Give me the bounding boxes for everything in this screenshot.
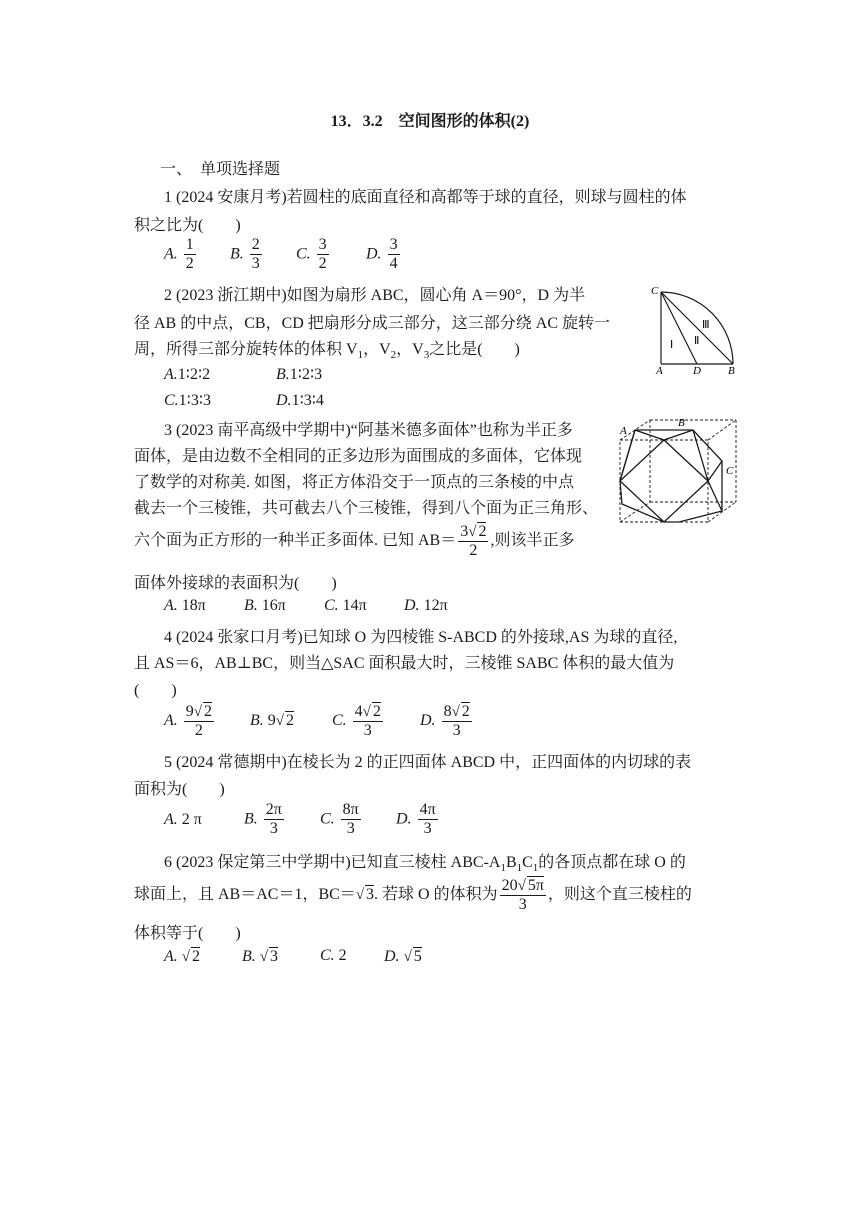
fraction: $\frac{1}{2}$ [185, 236, 194, 273]
q6-line3: 体积等于( ) [134, 925, 241, 942]
fraction: $\frac{3}{4}$ [389, 236, 398, 273]
q3-line2: 面体，是由边数不全相同的正多边形为面围成的多面体，它体现 [134, 448, 583, 465]
q1-option-c[interactable]: C. $\frac{3}{2}$ [296, 236, 327, 273]
section-heading: 一、 单项选择题 [160, 161, 281, 178]
label-c: C [651, 285, 659, 297]
q3-line3: 了数学的对称美. 如图，将正方体沿交于一顶点的三条棱的中点 [134, 474, 575, 491]
q2-line2: 径 AB 的中点，CB，CD 把扇形分成三部分，这三部分绕 AC 旋转一 [134, 315, 611, 332]
q3-option-b[interactable]: B. 16π [244, 597, 286, 614]
q2-option-c[interactable]: C.1∶3∶3 [164, 392, 211, 409]
q5-option-c[interactable]: C. $\frac{8\pi}{3}$ [320, 801, 359, 838]
q6-line2: 球面上，且 AB＝AC＝1，BC＝√ 3. 若球 O 的体积为 $\frac{20√ 5\pi}{3}$ ，则这个直三棱柱的 [134, 877, 692, 914]
fraction: $\frac{3√ 2}{2}$ [460, 523, 487, 560]
q4-line2: 且 AS＝6，AB⊥BC，则当△SAC 面积最大时，三棱锥 SABC 体积的最大值为 [134, 655, 675, 672]
fraction: $\frac{3}{2}$ [318, 236, 327, 273]
q5-line2: 面积为( ) [134, 781, 225, 798]
q4-option-c[interactable]: C. $\frac{4√ 2}{3}$ [332, 703, 381, 740]
q1-line1: 1 (2024 安康月考)若圆柱的底面直径和高都等于球的直径，则球与圆柱的体 [164, 189, 687, 206]
label-d: D [693, 365, 701, 374]
q6-option-d[interactable]: D. √ 5 [384, 948, 422, 965]
q5-option-a[interactable]: A. 2 π [164, 811, 202, 828]
q3-line1: 3 (2023 南平高级中学期中)“阿基米德多面体”也称为半正多 [164, 422, 573, 439]
q1-option-d[interactable]: D. $\frac{3}{4}$ [366, 236, 398, 273]
polyhedron-figure [614, 414, 744, 526]
q2-option-b[interactable]: B.1∶2∶3 [276, 366, 323, 383]
q3-option-c[interactable]: C. 14π [324, 597, 367, 614]
label-a: A [620, 425, 627, 437]
q2-line3: 周，所得三部分旋转体的体积 $V_1$，$V_2$，$V_3$之比是( ) [134, 341, 520, 362]
q4-option-b[interactable]: B. 9√ 2 [250, 712, 295, 729]
region-2: Ⅱ [694, 335, 700, 347]
fraction: $\frac{2}{3}$ [251, 236, 260, 273]
region-1: Ⅰ [670, 339, 674, 351]
q4-line1: 4 (2024 张家口月考)已知球 O 为四棱锥 S-ABCD 的外接球,AS 为球的直径, [164, 629, 678, 646]
q2-option-d[interactable]: D.1∶3∶4 [276, 392, 324, 409]
fraction: $\frac{8√ 2}{3}$ [443, 703, 470, 740]
q3-option-a[interactable]: A. 18π [164, 597, 206, 614]
fraction: $\frac{4√ 2}{3}$ [354, 703, 381, 740]
q6-option-c[interactable]: C. 2 [320, 947, 347, 964]
q3-line6: 面体外接球的表面积为( ) [134, 575, 337, 592]
label-a: A [656, 365, 663, 374]
fraction: $\frac{20√ 5\pi}{3}$ [501, 877, 544, 914]
q1-option-a[interactable]: A. $\frac{1}{2}$ [164, 236, 194, 273]
fraction: $\frac{2\pi}{3}$ [265, 801, 282, 838]
q1-line2: 积之比为( ) [134, 217, 241, 234]
q1-option-b[interactable]: B. $\frac{2}{3}$ [230, 236, 260, 273]
fraction: $\frac{8\pi}{3}$ [342, 801, 359, 838]
q6-line1: 6 (2023 保定第三中学期中)已知直三棱柱 ABC-$A_1B_1C_1$的各顶点都在球 O 的 [164, 854, 686, 875]
q6-option-b[interactable]: B. √ 3 [242, 948, 279, 965]
label-c: C [726, 465, 734, 477]
fraction: $\frac{9√ 2}{2}$ [185, 703, 213, 740]
q5-option-d[interactable]: D. $\frac{4\pi}{3}$ [396, 801, 436, 838]
page-title: 13．3.2 空间图形的体积(2) [330, 113, 530, 130]
q4-option-d[interactable]: D. $\frac{8√ 2}{3}$ [420, 703, 470, 740]
q5-line1: 5 (2024 常德期中)在棱长为 2 的正四面体 ABCD 中，正四面体的内切球的表 [164, 754, 692, 771]
label-b: B [678, 417, 685, 429]
sector-figure [648, 282, 740, 374]
q2-option-a[interactable]: A.1∶2∶2 [164, 366, 211, 383]
region-3: Ⅲ [702, 319, 710, 331]
fraction: $\frac{4\pi}{3}$ [419, 801, 436, 838]
q2-line1: 2 (2023 浙江期中)如图为扇形 ABC，圆心角 A＝90°，D 为半 [164, 287, 586, 304]
q3-line4: 截去一个三棱锥，共可截去八个三棱锥，得到八个面为正三角形、 [134, 500, 599, 517]
label-b: B [728, 365, 735, 374]
q3-line5: 六个面为正方形的一种半正多面体. 已知 AB＝ $\frac{3√ 2}{2}$ ,则该半正多 [134, 523, 575, 560]
q6-option-a[interactable]: A. √ 2 [164, 948, 201, 965]
q3-option-d[interactable]: D. 12π [404, 597, 448, 614]
q5-option-b[interactable]: B. $\frac{2\pi}{3}$ [244, 801, 282, 838]
q4-option-a[interactable]: A. $\frac{9√ 2}{2}$ [164, 703, 213, 740]
q4-line3: ( ) [134, 682, 177, 699]
